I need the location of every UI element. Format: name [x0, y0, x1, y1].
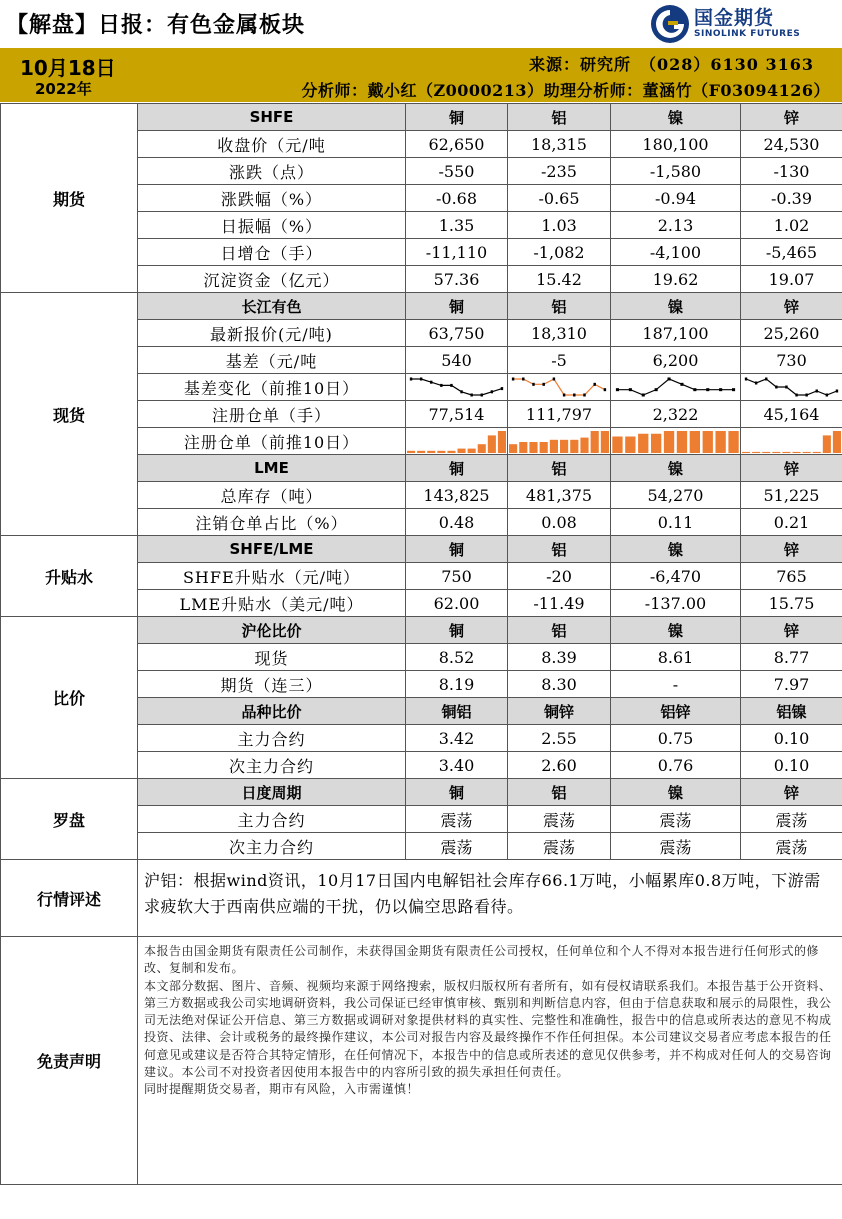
sparkline-point: [706, 388, 709, 391]
section-compass: 罗盘: [1, 779, 138, 860]
sparkline-line: [411, 379, 502, 395]
cell: 7.97: [741, 671, 842, 698]
info-band: [0, 50, 842, 102]
sparkline-point: [460, 390, 462, 393]
cell: -: [611, 671, 741, 698]
metal-col: 锌: [741, 617, 842, 644]
warrant-bar: [427, 451, 435, 453]
cell: 3.42: [406, 725, 508, 752]
sparkline-point: [430, 381, 432, 384]
row-label: 期货（连三）: [138, 671, 406, 698]
sparkline-point: [836, 390, 838, 393]
row-label: 次主力合约: [138, 833, 406, 860]
cell: 765: [741, 563, 842, 590]
sparkline-point: [795, 394, 797, 397]
metal-col: 锌: [741, 779, 842, 806]
warrant-bar: [782, 452, 790, 453]
warrant-bar: [625, 437, 635, 454]
sparkline-point: [719, 388, 722, 391]
warrant-bar: [677, 431, 687, 453]
metal-col: 铜: [406, 779, 508, 806]
metal-col: 锌: [741, 293, 842, 320]
warrant-bar: [488, 435, 496, 453]
cell: -5: [508, 347, 611, 374]
warrant-bars-cell: [508, 428, 611, 455]
warrant-bar: [813, 452, 821, 453]
warrant-bar: [478, 444, 486, 453]
cell: 1.35: [406, 212, 508, 239]
warrant-bars-cell: [406, 428, 508, 455]
row-label: 收盘价（元/吨: [138, 131, 406, 158]
cell: 15.42: [508, 266, 611, 293]
warrant-bar: [458, 449, 466, 453]
cell: 18,315: [508, 131, 611, 158]
sparkline-point: [450, 384, 452, 387]
warrant-bar: [823, 435, 831, 453]
row-label: 涨跌（点）: [138, 158, 406, 185]
warrant-bar: [570, 440, 578, 453]
commentary-row: [1, 860, 842, 937]
report-source: 来源：研究所 （028）6130 3163: [528, 55, 814, 74]
row-label: SHFE升贴水（元/吨）: [138, 563, 406, 590]
metal-col: 铜: [406, 536, 508, 563]
cell: 震荡: [508, 833, 611, 860]
sparkline-point: [745, 378, 747, 381]
basis-sparkline-cell: [508, 374, 611, 401]
disclaimer-paragraph: 本报告由国金期货有限责任公司制作，未获得国金期货有限责任公司授权，任何单位和个人不得对本报告进行任何形式的修改、复制和发布。: [144, 944, 820, 976]
row-label: 沉淀资金（亿元）: [138, 266, 406, 293]
cell: 0.10: [741, 725, 842, 752]
cell: 62,650: [406, 131, 508, 158]
sparkline-point: [826, 394, 828, 397]
warrant-bars-cell: [741, 428, 842, 455]
sparkline-point: [765, 378, 767, 381]
section-disclaimer: 免责声明: [1, 937, 138, 1185]
metal-col: 镍: [611, 104, 741, 131]
sparkline-point: [481, 394, 483, 397]
cell: -130: [741, 158, 842, 185]
sparkline-line: [513, 379, 605, 395]
cell: 8.39: [508, 644, 611, 671]
report-year: 2022年: [35, 80, 92, 98]
cell: 8.52: [406, 644, 508, 671]
cell: 8.61: [611, 644, 741, 671]
cell: 8.30: [508, 671, 611, 698]
warrant-bars-cell: [611, 428, 741, 455]
cell: 15.75: [741, 590, 842, 617]
warrant-bar: [664, 431, 674, 453]
cell: 57.36: [406, 266, 508, 293]
sparkline-point: [491, 390, 493, 393]
basis-sparkline: [611, 375, 740, 399]
report-title: 【解盘】日报：有色金属板块: [6, 13, 306, 38]
warrant-bar: [612, 437, 622, 454]
sparkline-point: [593, 383, 595, 386]
row-label: 基差（元/吨: [138, 347, 406, 374]
metal-col: 镍: [611, 455, 741, 482]
cell: 3.40: [406, 752, 508, 779]
cell: 震荡: [611, 833, 741, 860]
row-label: 次主力合约: [138, 752, 406, 779]
cell: -1,082: [508, 239, 611, 266]
row-label: 日振幅（%）: [138, 212, 406, 239]
ratio-header-row: [1, 617, 842, 644]
metal-col: 铜: [406, 293, 508, 320]
pair-col: 铝锌: [611, 698, 741, 725]
warrant-bar: [468, 449, 476, 453]
logo-en: SINOLINK FUTURES: [694, 29, 801, 39]
cell: -0.68: [406, 185, 508, 212]
sparkline-point: [522, 378, 524, 381]
cell: 震荡: [611, 806, 741, 833]
cell: -0.39: [741, 185, 842, 212]
warrant-bar: [407, 451, 415, 453]
sparkline-point: [501, 387, 503, 390]
sparkline-point: [470, 394, 472, 397]
warrant-bar: [651, 434, 661, 453]
cell: 0.48: [406, 509, 508, 536]
cell: 25,260: [741, 320, 842, 347]
metal-col: 铝: [508, 293, 611, 320]
section-commentary: 行情评述: [1, 860, 138, 937]
metal-col: 铝: [508, 617, 611, 644]
sparkline-point: [655, 388, 658, 391]
warrant-bar: [762, 452, 770, 453]
sparkline-point: [785, 386, 787, 389]
logo-mark-icon: [650, 4, 690, 44]
warrant-bar: [728, 431, 738, 453]
metal-col: 铜: [406, 455, 508, 482]
cell: 481,375: [508, 482, 611, 509]
cell: 2.55: [508, 725, 611, 752]
row-label: 注册仓单（前推10日）: [138, 428, 406, 455]
sparkline-point: [573, 394, 575, 397]
commentary-text: 沪铝：根据wind资讯，10月17日国内电解铝社会库存66.1万吨，小幅累库0.8万吨，下游需求疲软大于西南供应端的干扰，仍以偏空思路看待。: [138, 860, 842, 937]
basis-sparkline: [741, 375, 842, 399]
warrant-bar: [509, 444, 517, 453]
sparkline-point: [563, 394, 565, 397]
sparkline-point: [583, 394, 585, 397]
cell: -0.65: [508, 185, 611, 212]
cell: 187,100: [611, 320, 741, 347]
report-analyst: 分析师：戴小红（Z0000213）助理分析师：董涵竹（F03094126）: [301, 81, 830, 100]
metal-col: 铝: [508, 455, 611, 482]
cell: -0.94: [611, 185, 741, 212]
spot-header: 长江有色: [138, 293, 406, 320]
row-label: 涨跌幅（%）: [138, 185, 406, 212]
row-label: 现货: [138, 644, 406, 671]
warrant-bar: [752, 452, 760, 453]
cell: 0.10: [741, 752, 842, 779]
report-date: 10月18日: [20, 56, 116, 80]
warrant-bar: [742, 452, 750, 453]
row-label: 日增仓（手）: [138, 239, 406, 266]
warrant-bar-chart: [508, 429, 610, 453]
section-futures: 期货: [1, 104, 138, 293]
warrant-bar: [550, 440, 558, 453]
metal-col: 铜: [406, 104, 508, 131]
cell: 8.77: [741, 644, 842, 671]
warrant-bar: [803, 452, 811, 453]
cell: -11,110: [406, 239, 508, 266]
disclaimer-text: [138, 937, 842, 1185]
sparkline-point: [732, 388, 735, 391]
cell: 6,200: [611, 347, 741, 374]
basis-sparkline-cell: [406, 374, 508, 401]
pair-col: 铜锌: [508, 698, 611, 725]
ratio-header: 沪伦比价: [138, 617, 406, 644]
row-label: 注销仓单占比（%）: [138, 509, 406, 536]
compass-header: 日度周期: [138, 779, 406, 806]
pair-col: 铜铝: [406, 698, 508, 725]
cell: 51,225: [741, 482, 842, 509]
metal-col: 铜: [406, 617, 508, 644]
sparkline-point: [512, 378, 514, 381]
cell: 震荡: [406, 833, 508, 860]
cell: 1.03: [508, 212, 611, 239]
warrant-bar: [560, 440, 568, 453]
metal-col: 镍: [611, 617, 741, 644]
sparkline-point: [680, 383, 683, 386]
cell: 震荡: [741, 833, 842, 860]
spot-header-row: [1, 293, 842, 320]
cell: 62.00: [406, 590, 508, 617]
sparkline-point: [553, 378, 555, 381]
warrant-bar: [793, 452, 801, 453]
cell: 2.60: [508, 752, 611, 779]
warrant-bar: [447, 451, 455, 453]
cell: 45,164: [741, 401, 842, 428]
logo-cn: 国金期货: [694, 7, 775, 29]
premium-header-row: [1, 536, 842, 563]
cell: -550: [406, 158, 508, 185]
sparkline-point: [532, 383, 534, 386]
cell: 63,750: [406, 320, 508, 347]
warrant-bar: [529, 442, 537, 453]
warrant-bar: [498, 431, 506, 453]
row-label: 总库存（吨）: [138, 482, 406, 509]
warrant-bar-chart: [406, 429, 507, 453]
cell: 震荡: [508, 806, 611, 833]
basis-sparkline-cell: [741, 374, 842, 401]
sparkline-point: [775, 386, 777, 389]
metal-col: 锌: [741, 104, 842, 131]
metal-col: 铝: [508, 536, 611, 563]
sparkline-point: [668, 378, 671, 381]
sparkline-line: [746, 379, 837, 395]
sparkline-point: [805, 394, 807, 397]
cell: 540: [406, 347, 508, 374]
pair-col: 铝镍: [741, 698, 842, 725]
basis-sparkline-cell: [611, 374, 741, 401]
cell: 730: [741, 347, 842, 374]
cell: 2,322: [611, 401, 741, 428]
cell: 震荡: [741, 806, 842, 833]
cell: 77,514: [406, 401, 508, 428]
premium-header: SHFE/LME: [138, 536, 406, 563]
cell: 19.62: [611, 266, 741, 293]
futures-header-row: [1, 104, 842, 131]
warrant-bar: [417, 451, 425, 453]
warrant-bar: [591, 431, 599, 453]
cell: 1.02: [741, 212, 842, 239]
warrant-bar: [638, 434, 648, 453]
row-label: 最新报价(元/吨): [138, 320, 406, 347]
sparkline-line: [617, 379, 733, 395]
cell: -1,580: [611, 158, 741, 185]
warrant-bar: [580, 438, 588, 453]
metal-col: 镍: [611, 536, 741, 563]
sparkline-point: [616, 388, 619, 391]
sparkline-point: [816, 390, 818, 393]
lme-header: LME: [138, 455, 406, 482]
section-premium: 升贴水: [1, 536, 138, 617]
disclaimer-paragraph: 同时提醒期货交易者，期市有风险，入市需谨慎！: [144, 1082, 420, 1097]
warrant-bar: [703, 431, 713, 453]
sparkline-point: [440, 384, 442, 387]
cell: -6,470: [611, 563, 741, 590]
warrant-bar-chart: [611, 429, 740, 453]
sparkline-point: [755, 382, 757, 385]
sparkline-point: [542, 383, 544, 386]
row-label: LME升贴水（美元/吨）: [138, 590, 406, 617]
sparkline-point: [629, 388, 632, 391]
section-spot: 现货: [1, 293, 138, 536]
metal-col: 锌: [741, 536, 842, 563]
row-label: 主力合约: [138, 725, 406, 752]
cell: 震荡: [406, 806, 508, 833]
basis-sparkline: [406, 375, 507, 399]
cell: 111,797: [508, 401, 611, 428]
basis-sparkline: [508, 375, 610, 399]
cell: 8.19: [406, 671, 508, 698]
cell: -137.00: [611, 590, 741, 617]
sparkline-point: [604, 388, 606, 391]
cell: 24,530: [741, 131, 842, 158]
warrant-bar: [540, 442, 548, 453]
metal-col: 镍: [611, 779, 741, 806]
company-logo: [650, 2, 840, 46]
cell: 750: [406, 563, 508, 590]
cell: 143,825: [406, 482, 508, 509]
sparkline-point: [420, 378, 422, 381]
metal-col: 锌: [741, 455, 842, 482]
cross-ratio-header: 品种比价: [138, 698, 406, 725]
report-header: [0, 0, 842, 50]
cell: 0.21: [741, 509, 842, 536]
data-table: [0, 103, 842, 1185]
sparkline-point: [410, 378, 412, 381]
metal-col: 镍: [611, 293, 741, 320]
warrant-bar: [772, 452, 780, 453]
cell: 0.08: [508, 509, 611, 536]
sparkline-point: [693, 388, 696, 391]
cell: -4,100: [611, 239, 741, 266]
row-label: 基差变化（前推10日）: [138, 374, 406, 401]
cell: -20: [508, 563, 611, 590]
cell: -5,465: [741, 239, 842, 266]
cell: 19.07: [741, 266, 842, 293]
metal-col: 铝: [508, 779, 611, 806]
sparkline-point: [642, 394, 645, 397]
compass-header-row: [1, 779, 842, 806]
warrant-bar: [601, 431, 609, 453]
warrant-bar: [437, 451, 445, 453]
row-label: 注册仓单（手）: [138, 401, 406, 428]
warrant-bar: [690, 431, 700, 453]
metal-col: 铝: [508, 104, 611, 131]
cell: 0.76: [611, 752, 741, 779]
cell: 180,100: [611, 131, 741, 158]
row-label: 主力合约: [138, 806, 406, 833]
futures-header: SHFE: [138, 104, 406, 131]
cell: 2.13: [611, 212, 741, 239]
section-ratio: 比价: [1, 617, 138, 779]
disclaimer-row: [1, 937, 842, 1185]
cell: -11.49: [508, 590, 611, 617]
warrant-bar: [519, 442, 527, 453]
cell: -235: [508, 158, 611, 185]
cell: 54,270: [611, 482, 741, 509]
cell: 0.11: [611, 509, 741, 536]
disclaimer-paragraph: 本文部分数据、图片、音频、视频均来源于网络搜索，版权归版权所有者所有，如有侵权请联系我们。本报告基于公开资料、第三方数据或我公司实地调研资料，我公司保证已经审慎审核、甄别和判断信息内容，但由于信息获取和展示的局限性，我公司无法绝对保证公开信息、第三方数据或调研对象提供材料的真实性、完整性和准确性，报告中的信息或所表达的意见不构成投资、法律、会计或税务的最终操作建议，本公司对报告内容及最终操作不作任何担保。本公司建议交易者应考虑本报告的任何意见或建议是否符合其特定情形，在任何情况下，本报告中的信息或所表述的意见仅供参考，并不构成对任何人的交易咨询建议。本公司不对投资者因使用本报告中的内容所引致的损失承担任何责任。: [144, 978, 832, 1080]
warrant-bar: [833, 431, 841, 453]
cell: 18,310: [508, 320, 611, 347]
warrant-bar: [715, 431, 725, 453]
warrant-bar-chart: [741, 429, 842, 453]
cell: 0.75: [611, 725, 741, 752]
